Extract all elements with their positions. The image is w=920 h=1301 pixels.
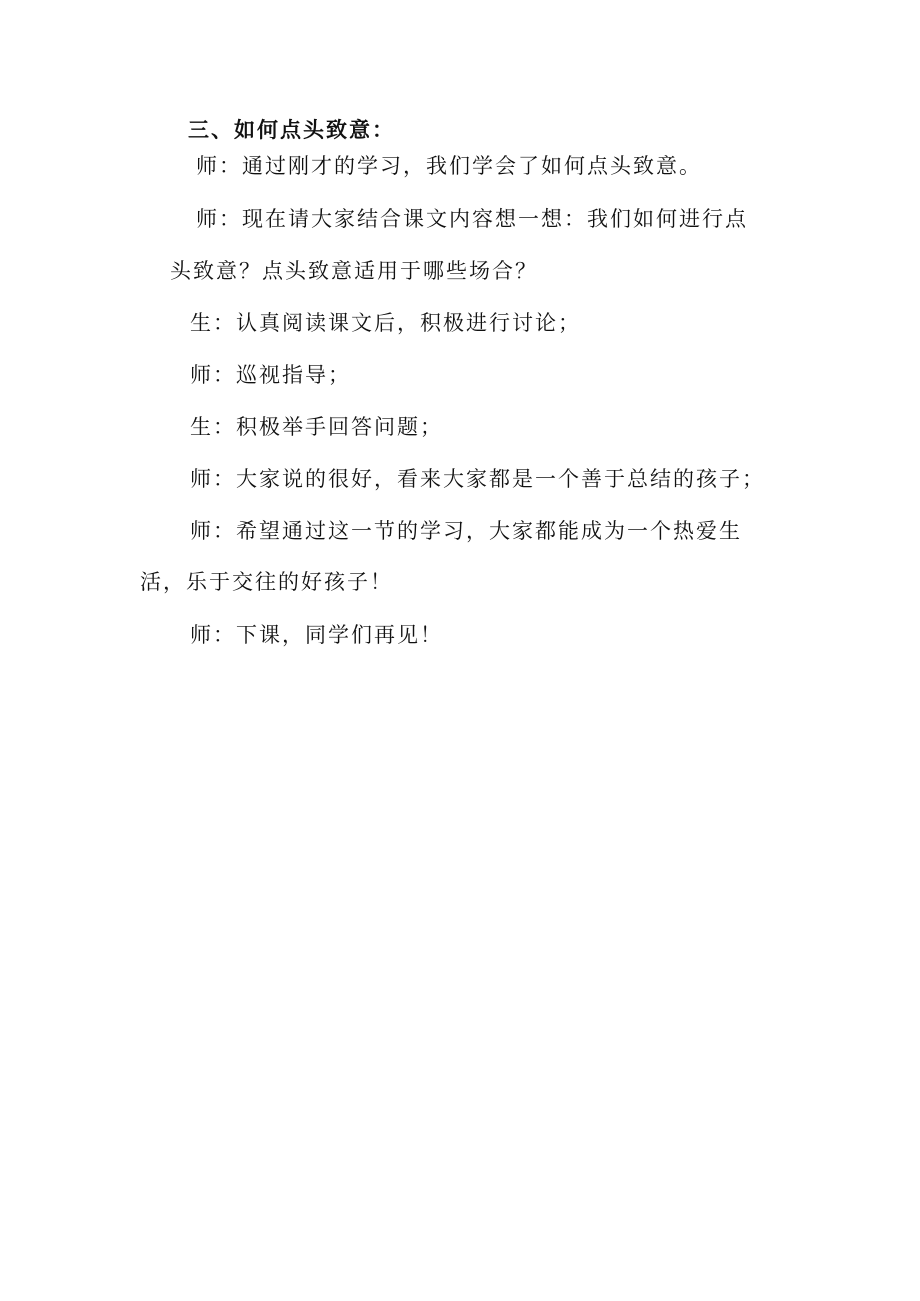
dialogue-line: 生：认真阅读课文后，积极进行讨论；	[190, 311, 581, 335]
dialogue-line: 师：大家说的很好，看来大家都是一个善于总结的孩子；	[190, 467, 765, 491]
dialogue-line: 师：下课，同学们再见！	[190, 623, 443, 647]
dialogue-line: 师：现在请大家结合课文内容想一想：我们如何进行点	[196, 207, 748, 231]
dialogue-line: 师：巡视指导；	[190, 363, 351, 387]
dialogue-line: 师：希望通过这一节的学习，大家都能成为一个热爱生	[190, 519, 742, 543]
dialogue-line: 生：积极举手回答问题；	[190, 415, 443, 439]
dialogue-line: 师：通过刚才的学习，我们学会了如何点头致意。	[196, 154, 702, 178]
dialogue-line-continuation: 头致意？点头致意适用于哪些场合？	[170, 259, 538, 283]
section-heading: 三、如何点头致意：	[188, 117, 395, 142]
dialogue-line-continuation: 活，乐于交往的好孩子！	[140, 570, 393, 594]
